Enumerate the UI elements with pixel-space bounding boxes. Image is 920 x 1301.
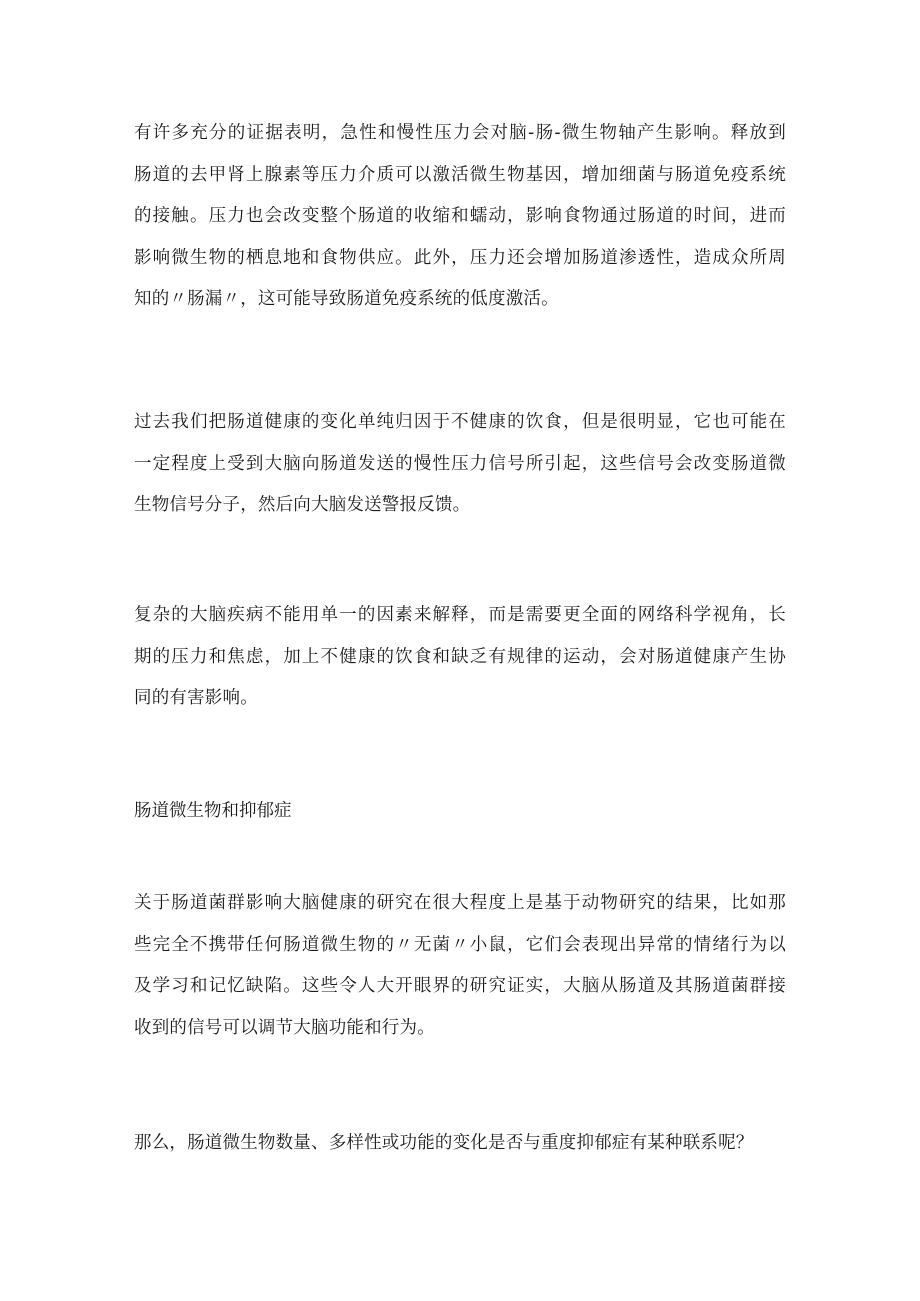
text-line: 有许多充分的证据表明，急性和慢性压力会对脑-肠-微生物轴产生影响。释放到 [134, 123, 786, 143]
paragraph-depression-question [134, 1123, 786, 1165]
paragraph-complex-brain-disease [134, 595, 786, 720]
text-line: 知的〃肠漏〃，这可能导致肠道免疫系统的低度激活。 [134, 289, 559, 309]
paragraph-stress-gut-axis [134, 113, 786, 321]
text-line: 那么，肠道微生物数量、多样性或功能的变化是否与重度抑郁症有某种联系呢？ [134, 1133, 754, 1153]
text-line: 过去我们把肠道健康的变化单纯归因于不健康的饮食，但是很明显，它也可能在 [134, 412, 786, 432]
text-line: 同的有害影响。 [134, 688, 258, 708]
text-line: 的接触。压力也会改变整个肠道的收缩和蠕动，影响食物通过肠道的时间，进而 [134, 206, 786, 226]
text-line: 关于肠道菌群影响大脑健康的研究在很大程度上是基于动物研究的结果，比如那 [134, 893, 786, 913]
text-line: 些完全不携带任何肠道微生物的〃无菌〃小鼠，它们会表现出异常的情绪行为以 [134, 934, 786, 955]
text-line: 肠道的去甲肾上腺素等压力介质可以激活微生物基因，增加细菌与肠道免疫系统 [134, 164, 786, 185]
text-line: 影响微生物的栖息地和食物供应。此外，压力还会增加肠道渗透性，造成众所周 [134, 247, 786, 268]
text-line: 一定程度上受到大脑向肠道发送的慢性压力信号所引起，这些信号会改变肠道微 [134, 453, 786, 474]
text-line: 生物信号分子，然后向大脑发送警报反馈。 [134, 495, 471, 515]
paragraph-germ-free-mice [134, 883, 786, 1049]
text-line: 及学习和记忆缺陷。这些令人大开眼界的研究证实，大脑从肠道及其肠道菌群接 [134, 976, 786, 996]
paragraph-diet-and-stress [134, 402, 786, 527]
section-heading: 肠道微生物和抑郁症 [134, 801, 292, 821]
text-line: 期的压力和焦虑，加上不健康的饮食和缺乏有规律的运动，会对肠道健康产生协 [134, 646, 786, 667]
text-line: 复杂的大脑疾病不能用单一的因素来解释，而是需要更全面的网络科学视角，长 [134, 605, 786, 625]
text-line: 收到的信号可以调节大脑功能和行为。 [134, 1017, 435, 1038]
